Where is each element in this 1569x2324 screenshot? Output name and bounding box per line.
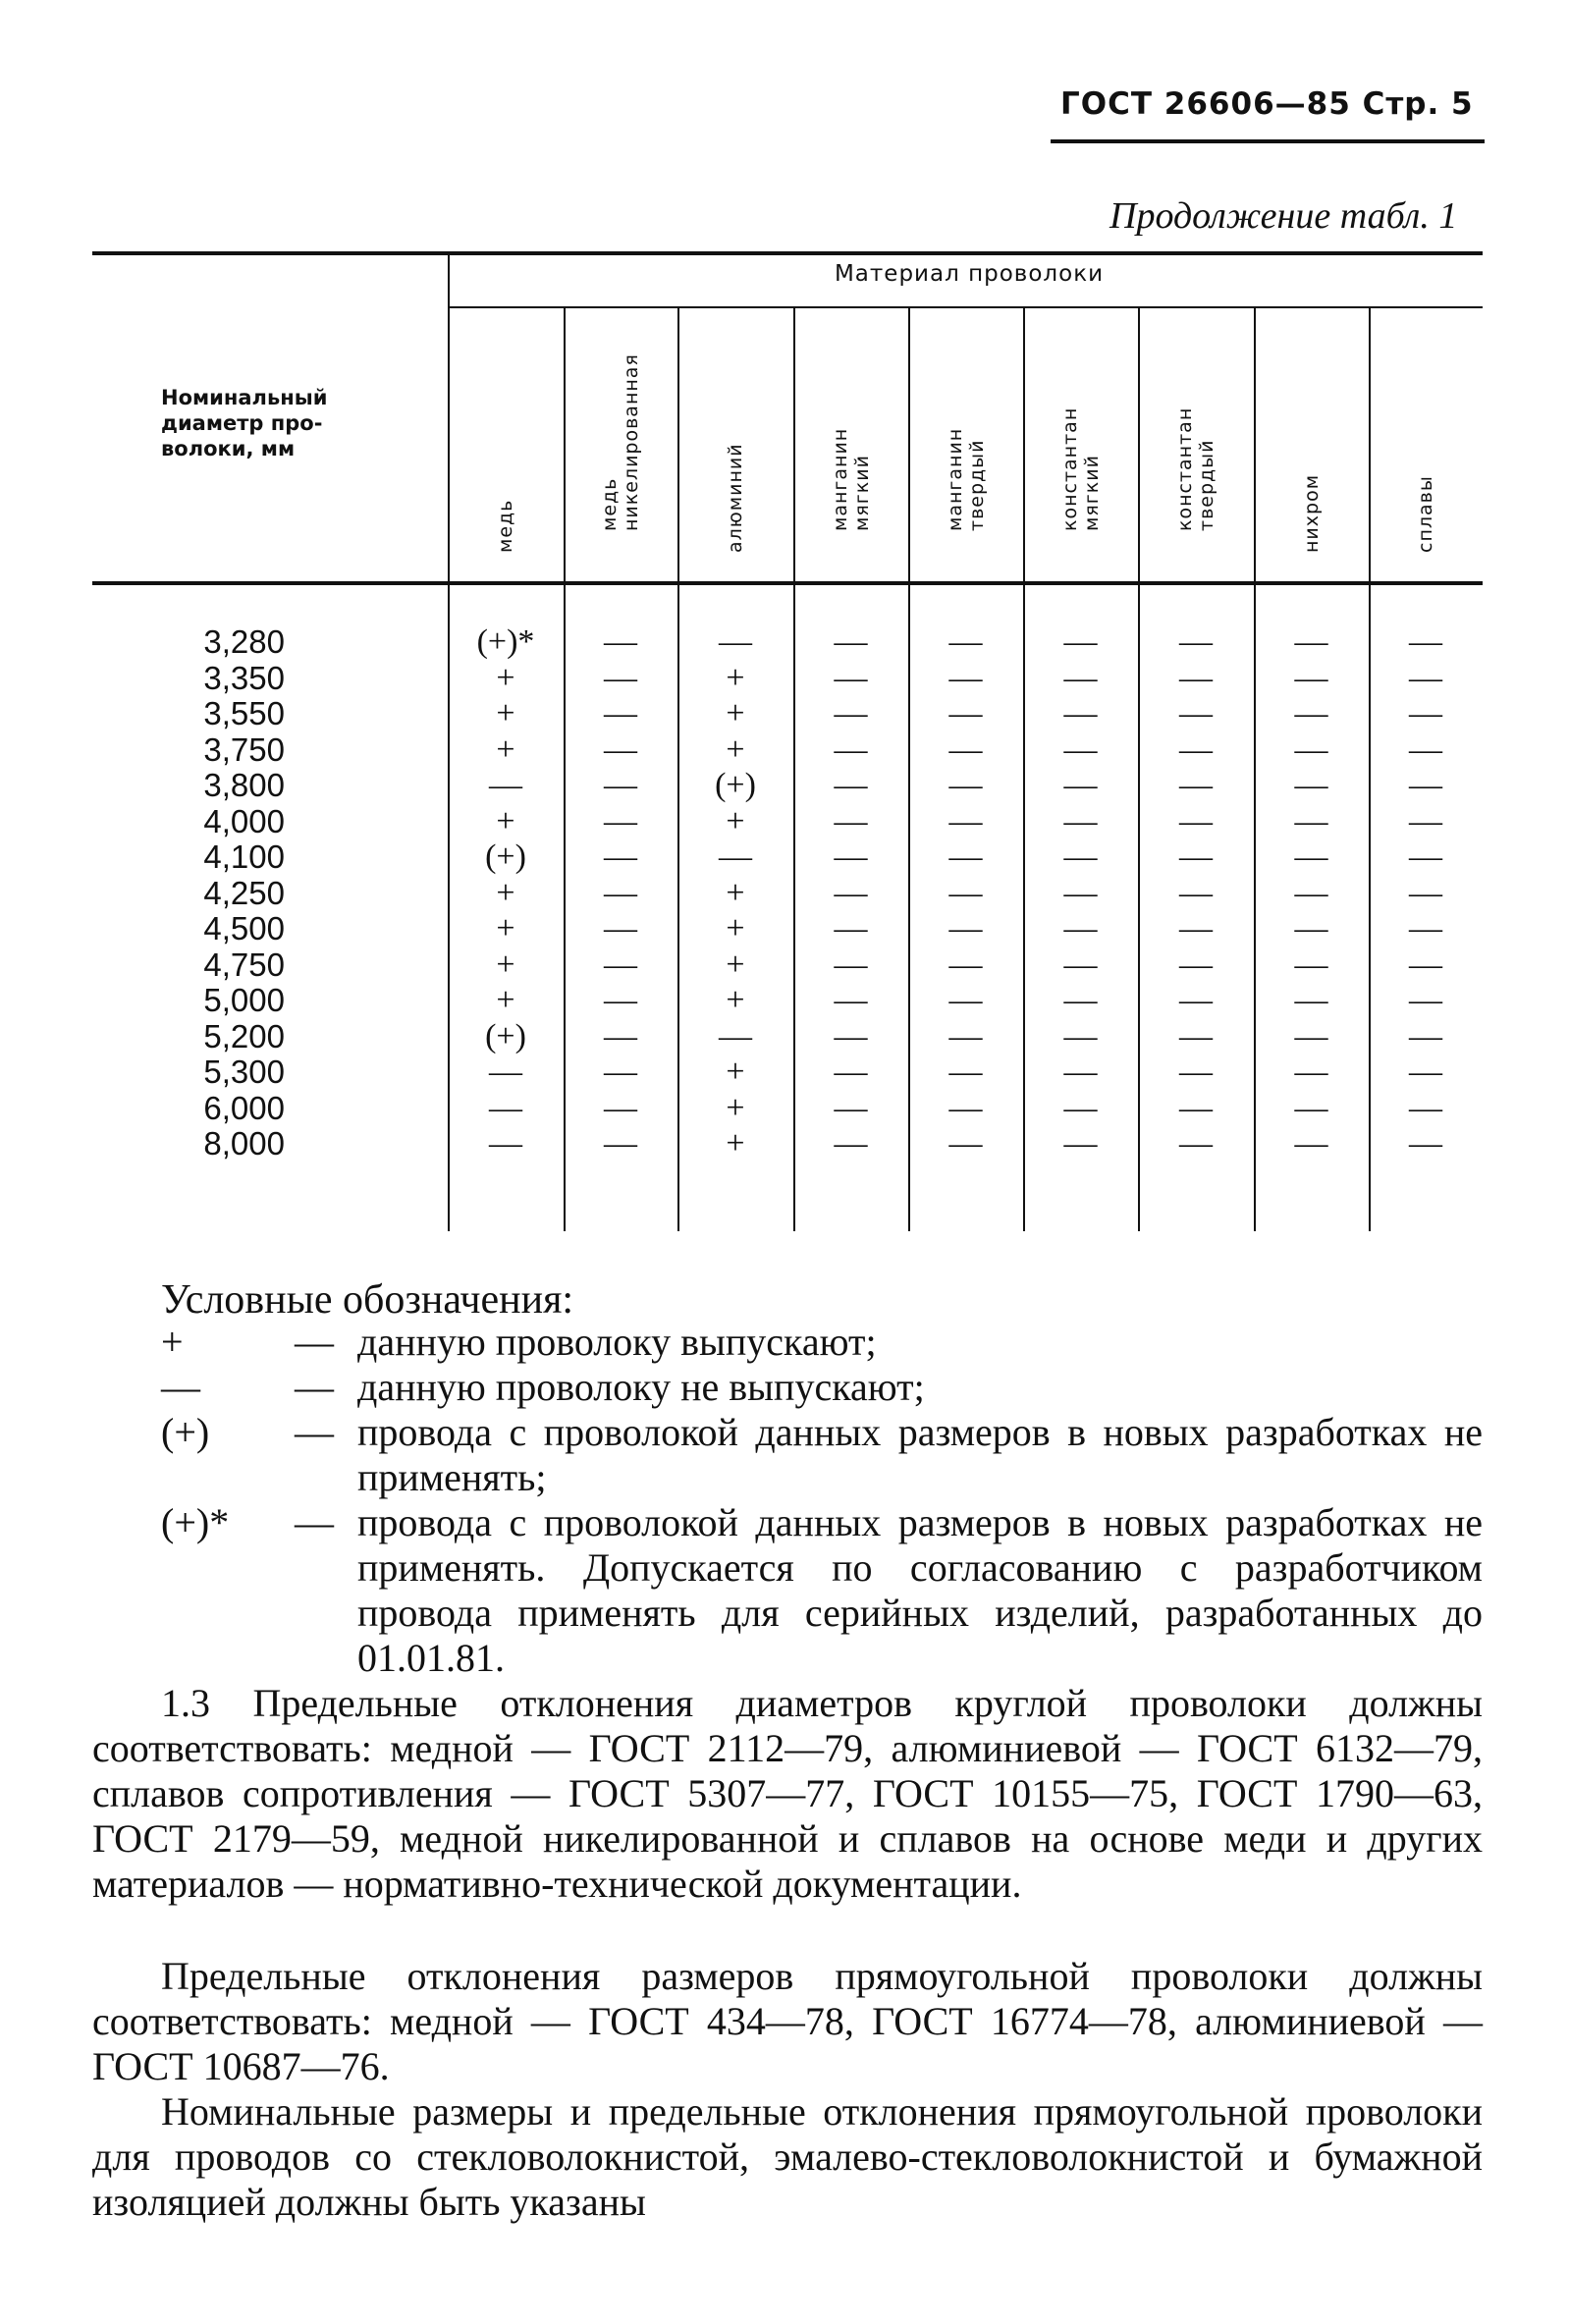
availability-cell: — bbox=[1409, 1125, 1442, 1162]
row-header-divider bbox=[448, 253, 450, 1231]
material-column-label: константан твердый bbox=[1174, 406, 1217, 531]
availability-cell: — bbox=[1063, 910, 1098, 946]
diameter-cell: 4,100 bbox=[203, 838, 285, 875]
body-paragraph: 1.3 Предельные отклонения диаметров круглой проволоки должны соответствовать: медной — ГОСТ 2112—79, алюминиевой — ГОСТ 6132—79, сплавов сопротивления — ГОСТ 5307—77, ГОСТ 10155—75, ГОСТ 1790—63, ГОСТ 2179—59, медной никелированной и сплавов на основе меди и других материалов — нормативно-технической документации. bbox=[92, 1681, 1483, 1906]
availability-cell: + bbox=[726, 982, 745, 1018]
availability-cell: — bbox=[1409, 767, 1442, 803]
availability-cell: — bbox=[1294, 767, 1328, 803]
availability-cell: — bbox=[1179, 730, 1213, 768]
availability-cell: — bbox=[604, 802, 637, 839]
availability-cell: — bbox=[604, 910, 637, 946]
legend-symbol: (+) bbox=[161, 1410, 210, 1454]
legend-description: провода с проволокой данных размеров в новых разработках не применять; bbox=[357, 1410, 1483, 1499]
availability-cell: — bbox=[604, 946, 637, 983]
availability-cell: + bbox=[496, 946, 515, 983]
availability-cell: — bbox=[1179, 1017, 1213, 1054]
availability-cell: + bbox=[726, 730, 745, 768]
availability-cell: — bbox=[948, 982, 983, 1018]
legend-description: провода с проволокой данных размеров в новых разработках не применять. Допускается по согласованию с разработчиком провода применять для серийных изделий, разработанных до 01.01.81. bbox=[357, 1500, 1483, 1680]
availability-cell: — bbox=[1294, 1089, 1328, 1126]
availability-cell: — bbox=[604, 1125, 637, 1162]
material-column-label: манганин твердый bbox=[944, 427, 988, 531]
availability-cell: + bbox=[496, 730, 515, 768]
legend-dash: — bbox=[295, 1410, 334, 1454]
availability-cell: — bbox=[1179, 838, 1213, 875]
column-divider bbox=[1023, 308, 1025, 1231]
availability-cell: — bbox=[834, 838, 868, 875]
availability-cell: — bbox=[489, 767, 522, 803]
legend-description: данную проволоку выпускают; bbox=[357, 1320, 877, 1364]
availability-cell: — bbox=[604, 695, 637, 731]
availability-cell: — bbox=[1294, 802, 1328, 839]
availability-cell: — bbox=[1179, 802, 1213, 839]
diameter-column-header bbox=[161, 385, 327, 461]
availability-cell: — bbox=[1294, 1054, 1328, 1090]
document-reference: ГОСТ 26606—85 Стр. 5 bbox=[1060, 86, 1474, 122]
availability-cell: — bbox=[1294, 910, 1328, 946]
legend-description: данную проволоку не выпускают; bbox=[357, 1365, 925, 1409]
availability-cell: — bbox=[948, 802, 983, 839]
availability-cell: — bbox=[1063, 623, 1098, 660]
availability-cell: — bbox=[1179, 874, 1213, 911]
availability-cell: — bbox=[834, 982, 868, 1018]
availability-cell: + bbox=[726, 910, 745, 946]
availability-cell: + bbox=[726, 659, 745, 696]
availability-cell: — bbox=[604, 874, 637, 911]
diameter-cell: 3,350 bbox=[203, 659, 285, 696]
availability-cell: + bbox=[726, 1089, 745, 1126]
availability-cell: — bbox=[948, 730, 983, 768]
diameter-cell: 4,250 bbox=[203, 874, 285, 911]
availability-cell: — bbox=[834, 767, 868, 803]
material-column-label: сплавы bbox=[1415, 475, 1436, 553]
availability-cell: — bbox=[948, 623, 983, 660]
availability-cell: — bbox=[1179, 1054, 1213, 1090]
availability-cell: + bbox=[726, 695, 745, 731]
material-column-header bbox=[944, 427, 988, 574]
availability-cell: — bbox=[948, 838, 983, 875]
availability-cell: (+)* bbox=[476, 623, 535, 660]
availability-cell: — bbox=[834, 946, 868, 983]
availability-cell: — bbox=[1063, 1017, 1098, 1054]
diameter-cell: 3,750 bbox=[203, 730, 285, 768]
availability-cell: + bbox=[496, 695, 515, 731]
availability-cell: — bbox=[719, 838, 752, 875]
availability-cell: — bbox=[719, 1017, 752, 1054]
header-bottom-rule bbox=[92, 581, 1483, 585]
availability-cell: — bbox=[948, 1125, 983, 1162]
availability-cell: — bbox=[834, 623, 868, 660]
availability-cell: — bbox=[834, 730, 868, 768]
availability-cell: — bbox=[834, 659, 868, 696]
availability-cell: — bbox=[834, 1089, 868, 1126]
availability-cell: — bbox=[1294, 695, 1328, 731]
availability-cell: — bbox=[834, 695, 868, 731]
material-column-header bbox=[1300, 473, 1323, 574]
column-divider bbox=[677, 308, 679, 1231]
availability-cell: — bbox=[719, 623, 752, 660]
availability-cell: — bbox=[1409, 1017, 1442, 1054]
availability-cell: — bbox=[1294, 874, 1328, 911]
column-divider bbox=[1254, 308, 1256, 1231]
availability-cell: (+) bbox=[485, 1017, 526, 1054]
availability-cell: — bbox=[1294, 623, 1328, 660]
availability-cell: — bbox=[1063, 802, 1098, 839]
material-column-label: нихром bbox=[1300, 473, 1323, 553]
availability-cell: — bbox=[948, 946, 983, 983]
material-column-label: медь никелированная bbox=[599, 353, 642, 531]
column-divider bbox=[1369, 308, 1371, 1231]
availability-cell: — bbox=[1294, 730, 1328, 768]
availability-cell: — bbox=[1409, 874, 1442, 911]
availability-cell: — bbox=[604, 1054, 637, 1090]
material-column-header bbox=[599, 353, 642, 574]
availability-cell: — bbox=[604, 1089, 637, 1126]
material-column-header bbox=[1174, 406, 1217, 574]
availability-cell: — bbox=[948, 695, 983, 731]
column-divider bbox=[1138, 308, 1140, 1231]
legend-dash: — bbox=[295, 1500, 334, 1544]
availability-cell: — bbox=[1409, 730, 1442, 768]
availability-cell: — bbox=[948, 910, 983, 946]
availability-cell: + bbox=[726, 1125, 745, 1162]
availability-cell: + bbox=[496, 982, 515, 1018]
header-rule bbox=[1051, 139, 1485, 143]
diameter-cell: 4,000 bbox=[203, 802, 285, 839]
material-column-label: медь bbox=[495, 499, 516, 553]
availability-cell: — bbox=[1063, 695, 1098, 731]
availability-cell: — bbox=[1409, 695, 1442, 731]
diameter-cell: 5,200 bbox=[203, 1017, 285, 1054]
availability-cell: — bbox=[948, 767, 983, 803]
availability-cell: + bbox=[726, 874, 745, 911]
availability-cell: — bbox=[834, 1125, 868, 1162]
diameter-header-line: Номинальный диаметр про- волоки, мм bbox=[161, 386, 328, 460]
availability-cell: — bbox=[1294, 838, 1328, 875]
legend-symbol: — bbox=[161, 1365, 200, 1409]
availability-cell: + bbox=[496, 874, 515, 911]
availability-cell: — bbox=[604, 767, 637, 803]
body-paragraph: Номинальные размеры и предельные отклонения прямоугольной проволоки для проводов со стекловолокнистой, эмалево-стекловолокнистой и бумажной изоляцией должны быть указаны bbox=[92, 2089, 1483, 2224]
availability-cell: — bbox=[1409, 946, 1442, 983]
material-column-header bbox=[725, 443, 746, 574]
diameter-cell: 3,800 bbox=[203, 767, 285, 803]
availability-cell: + bbox=[496, 910, 515, 946]
availability-cell: — bbox=[604, 982, 637, 1018]
availability-cell: — bbox=[489, 1125, 522, 1162]
availability-cell: + bbox=[726, 802, 745, 839]
availability-cell: — bbox=[834, 1017, 868, 1054]
availability-cell: (+) bbox=[485, 838, 526, 875]
availability-cell: — bbox=[1409, 1054, 1442, 1090]
column-divider bbox=[793, 308, 795, 1231]
material-column-header bbox=[829, 427, 873, 574]
availability-cell: — bbox=[1294, 982, 1328, 1018]
group-header-rule bbox=[450, 306, 1483, 308]
availability-cell: — bbox=[948, 1089, 983, 1126]
availability-cell: — bbox=[604, 1017, 637, 1054]
availability-cell: — bbox=[948, 1054, 983, 1090]
availability-cell: — bbox=[1179, 623, 1213, 660]
availability-cell: — bbox=[1409, 838, 1442, 875]
legend-symbol: + bbox=[161, 1320, 184, 1364]
availability-cell: — bbox=[1063, 767, 1098, 803]
availability-cell: — bbox=[834, 874, 868, 911]
availability-cell: — bbox=[604, 659, 637, 696]
availability-cell: — bbox=[834, 802, 868, 839]
availability-cell: — bbox=[604, 623, 637, 660]
availability-cell: — bbox=[1063, 1089, 1098, 1126]
availability-cell: — bbox=[1409, 623, 1442, 660]
material-column-label: константан мягкий bbox=[1058, 406, 1103, 531]
legend-symbol: (+)* bbox=[161, 1500, 230, 1544]
availability-cell: — bbox=[834, 1054, 868, 1090]
availability-cell: — bbox=[834, 910, 868, 946]
diameter-cell: 5,000 bbox=[203, 982, 285, 1018]
availability-cell: — bbox=[1063, 1125, 1098, 1162]
column-divider bbox=[564, 308, 566, 1231]
availability-cell: — bbox=[948, 659, 983, 696]
diameter-cell: 8,000 bbox=[203, 1125, 285, 1162]
availability-cell: — bbox=[1063, 659, 1098, 696]
availability-cell: — bbox=[604, 730, 637, 768]
availability-cell: — bbox=[1063, 1054, 1098, 1090]
availability-cell: + bbox=[726, 946, 745, 983]
table-continuation-label: Продолжение табл. 1 bbox=[1109, 195, 1458, 237]
diameter-cell: 3,550 bbox=[203, 695, 285, 731]
availability-cell: — bbox=[1179, 695, 1213, 731]
column-divider bbox=[908, 308, 910, 1231]
availability-cell: — bbox=[1179, 910, 1213, 946]
availability-cell: + bbox=[496, 802, 515, 839]
availability-cell: + bbox=[496, 659, 515, 696]
availability-cell: — bbox=[489, 1054, 522, 1090]
availability-cell: — bbox=[1179, 1125, 1213, 1162]
availability-cell: (+) bbox=[715, 767, 756, 803]
legend-dash: — bbox=[295, 1320, 334, 1364]
availability-cell: — bbox=[1063, 730, 1098, 768]
diameter-cell: 4,500 bbox=[203, 910, 285, 946]
material-group-header: Материал проволоки bbox=[834, 261, 1105, 287]
availability-cell: — bbox=[1179, 982, 1213, 1018]
diameter-cell: 5,300 bbox=[203, 1054, 285, 1090]
availability-cell: — bbox=[604, 838, 637, 875]
material-column-header bbox=[1058, 406, 1103, 574]
legend-dash: — bbox=[295, 1365, 334, 1409]
availability-cell: — bbox=[1294, 659, 1328, 696]
availability-cell: — bbox=[948, 1017, 983, 1054]
body-paragraph: Предельные отклонения размеров прямоугольной проволоки должны соответствовать: медной — ГОСТ 434—78, ГОСТ 16774—78, алюминиевой — ГОСТ 10687—76. bbox=[92, 1954, 1483, 2088]
availability-cell: — bbox=[1294, 1125, 1328, 1162]
material-column-label: манганин мягкий bbox=[829, 427, 873, 531]
diameter-cell: 6,000 bbox=[203, 1089, 285, 1126]
availability-cell: — bbox=[1179, 659, 1213, 696]
availability-cell: — bbox=[1409, 910, 1442, 946]
availability-cell: — bbox=[489, 1089, 522, 1126]
availability-cell: — bbox=[1409, 1089, 1442, 1126]
availability-cell: — bbox=[1294, 946, 1328, 983]
availability-cell: — bbox=[1294, 1017, 1328, 1054]
material-column-label: алюминий bbox=[725, 443, 746, 553]
availability-cell: — bbox=[1063, 874, 1098, 911]
availability-cell: — bbox=[1179, 1089, 1213, 1126]
availability-cell: — bbox=[1409, 802, 1442, 839]
availability-cell: — bbox=[1063, 982, 1098, 1018]
availability-cell: — bbox=[1409, 982, 1442, 1018]
material-column-header bbox=[495, 499, 516, 574]
availability-cell: + bbox=[726, 1054, 745, 1090]
material-column-header bbox=[1415, 475, 1436, 574]
legend-title: Условные обозначения: bbox=[161, 1277, 574, 1323]
diameter-cell: 3,280 bbox=[203, 623, 285, 660]
availability-cell: — bbox=[1409, 659, 1442, 696]
availability-cell: — bbox=[1063, 946, 1098, 983]
availability-cell: — bbox=[948, 874, 983, 911]
availability-cell: — bbox=[1179, 946, 1213, 983]
table-top-rule bbox=[92, 251, 1483, 255]
availability-cell: — bbox=[1179, 767, 1213, 803]
diameter-cell: 4,750 bbox=[203, 946, 285, 983]
availability-cell: — bbox=[1063, 838, 1098, 875]
